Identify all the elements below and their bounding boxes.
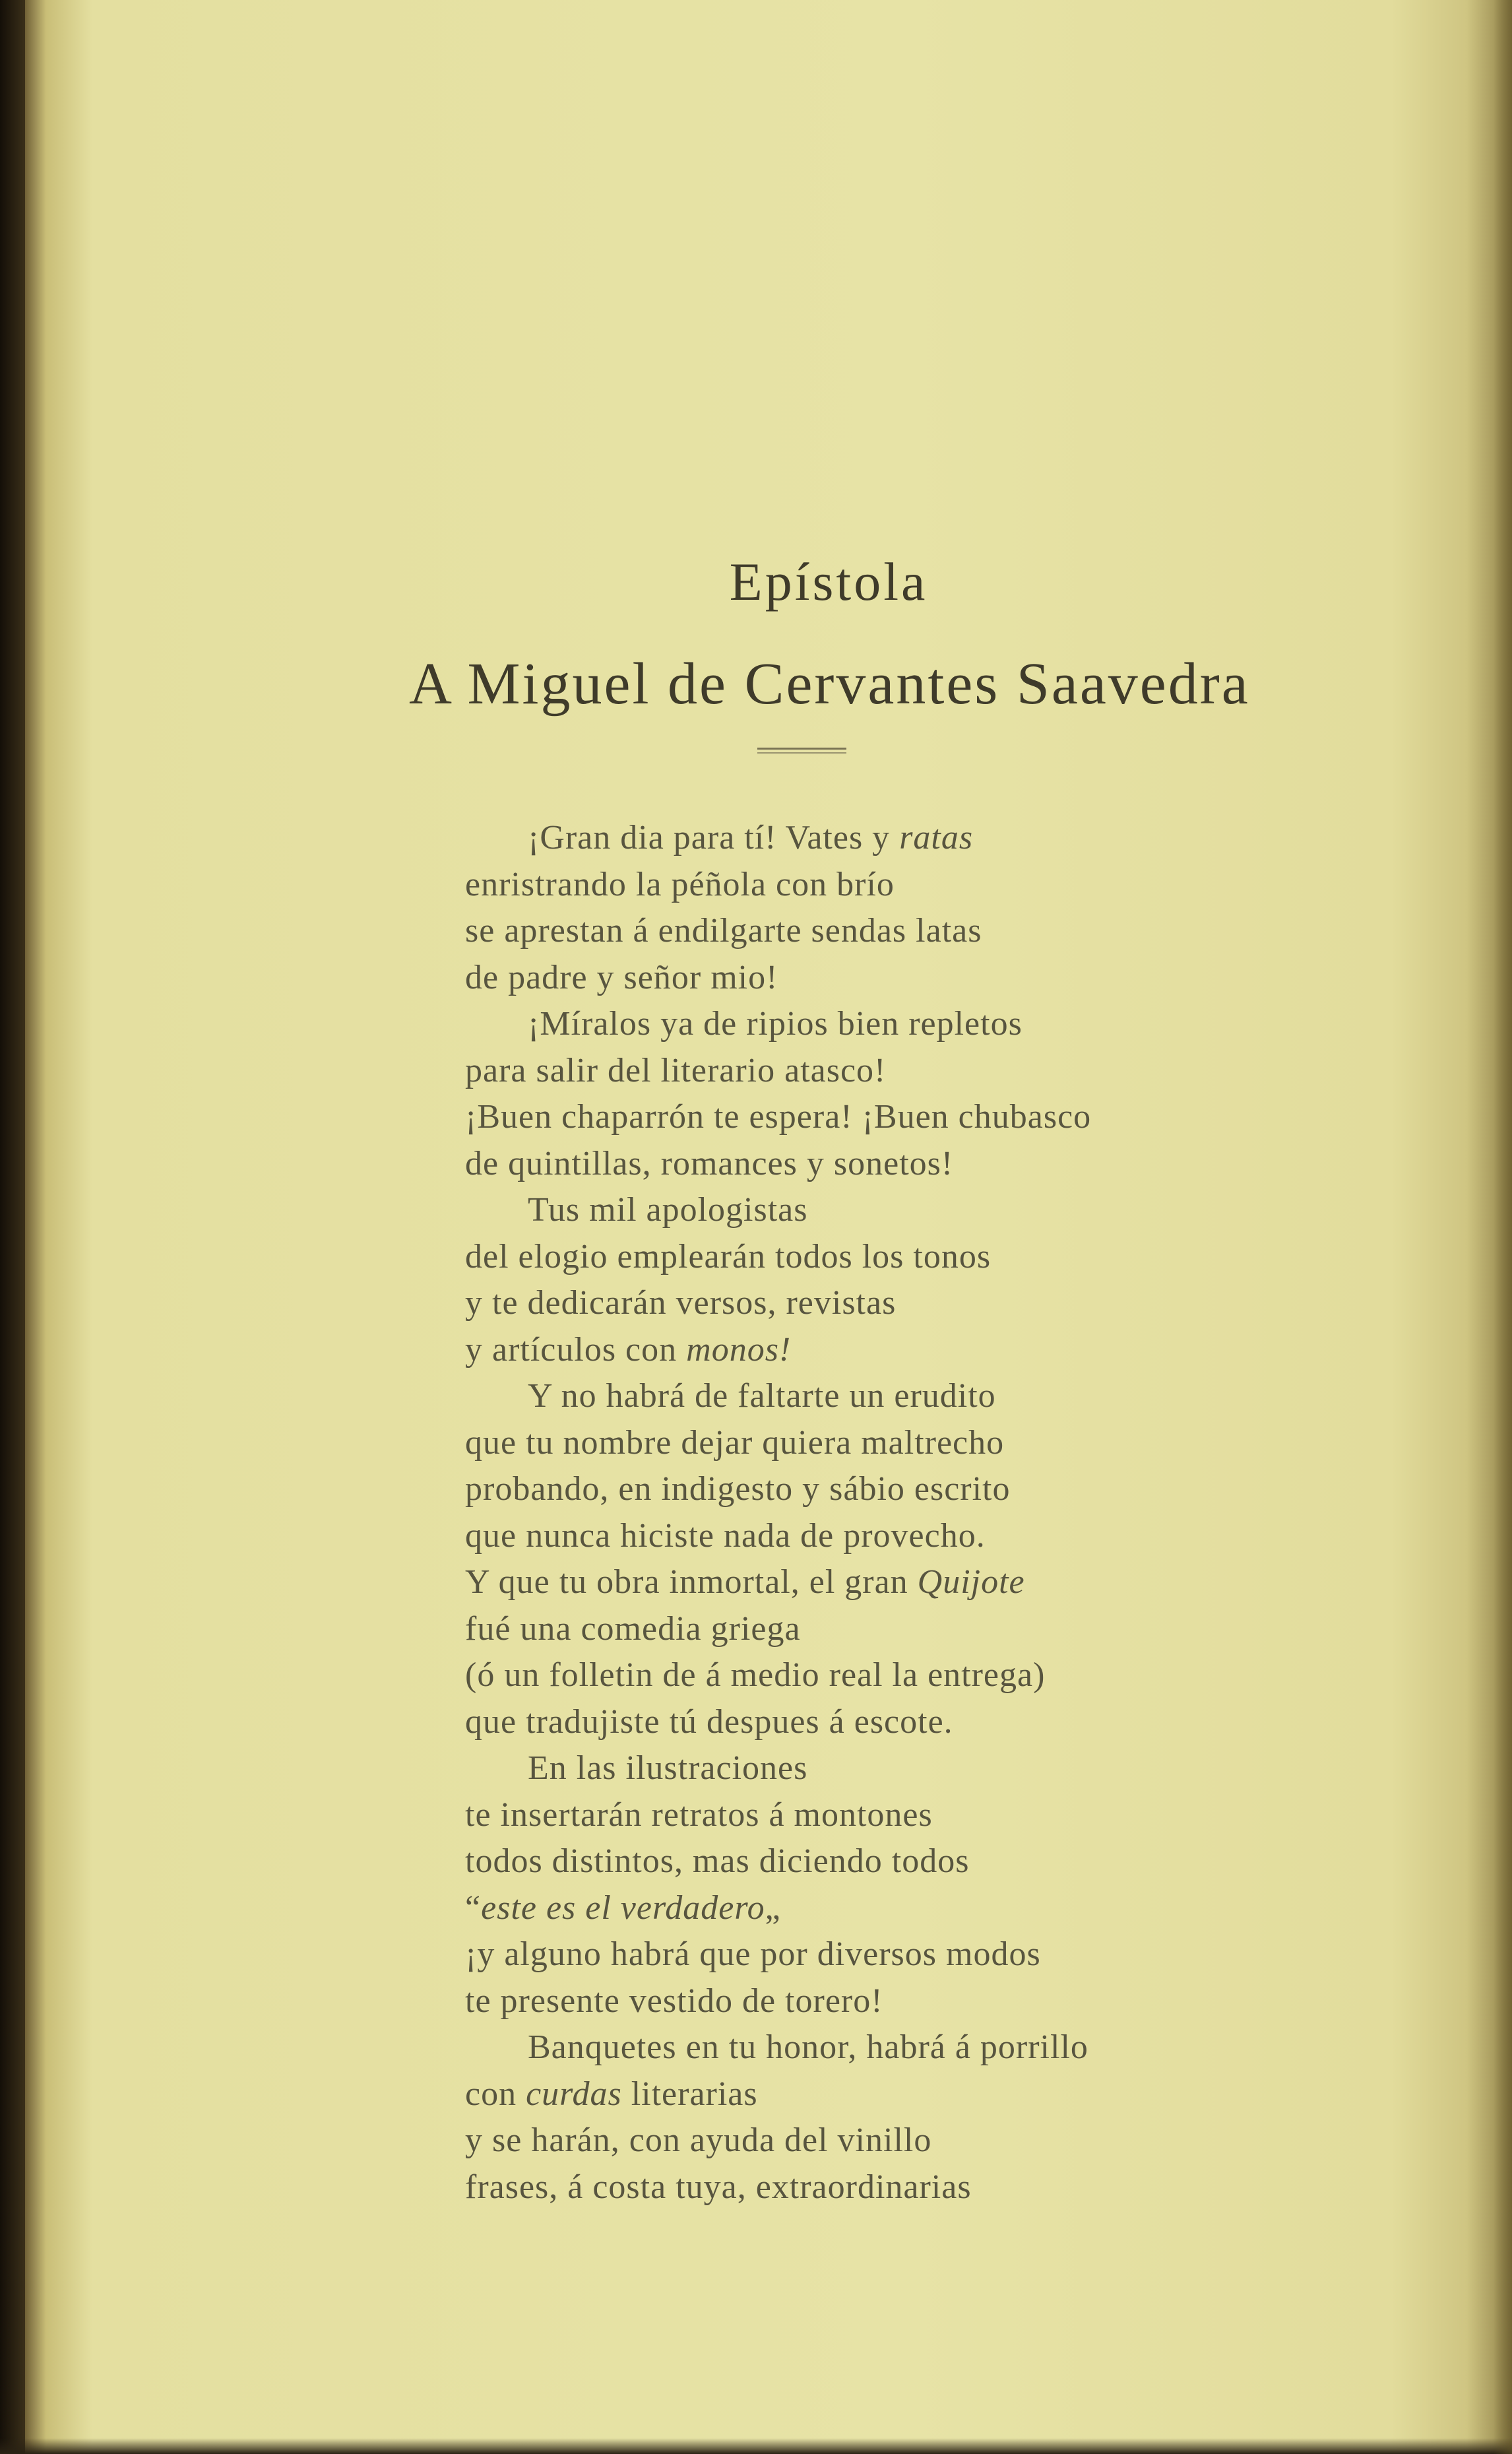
poem-line-text: todos distintos, mas diciendo todos	[465, 1842, 970, 1880]
poem-line	[465, 1097, 1091, 1136]
poem-line	[465, 2121, 931, 2160]
poem-line-text: Banquetes en tu honor, habrá á porrillo	[528, 2028, 1088, 2066]
poem-line	[528, 1190, 808, 1229]
poem-line-text: ¡Buen chaparrón te espera! ¡Buen chubasco	[465, 1098, 1092, 1136]
poem-line	[465, 1051, 886, 1090]
poem-line-italic: curdas	[526, 2075, 622, 2113]
poem-line-text: Y no habrá de faltarte un erudito	[528, 1377, 996, 1415]
poem-line-italic: Quijote	[917, 1563, 1025, 1601]
poem-line	[465, 958, 778, 997]
poem-line-text: con	[465, 2075, 526, 2113]
poem-line-text: y artículos con	[465, 1330, 687, 1369]
poem-line	[465, 1563, 1025, 1601]
poem-line	[465, 1656, 1045, 1695]
poem-line	[528, 818, 973, 857]
poem-line	[465, 911, 982, 950]
poem-line-text: En las ilustraciones	[528, 1749, 808, 1787]
poem-line	[465, 1423, 1004, 1462]
poem-line-text: y te dedicarán versos, revistas	[465, 1284, 897, 1322]
poem-line	[465, 1702, 953, 1741]
poem-line	[465, 2168, 972, 2207]
poem-line	[465, 1283, 896, 1322]
decorative-rule	[757, 748, 846, 754]
poem-line-italic: monos!	[686, 1330, 792, 1369]
poem-line	[465, 1469, 1011, 1508]
poem-line	[528, 1749, 807, 1788]
poem-line	[465, 1982, 883, 2020]
poem-line-italic: ratas	[899, 819, 974, 856]
poem-line	[465, 1330, 791, 1369]
poem-line-text: que tradujiste tú despues á escote.	[465, 1702, 953, 1741]
poem-line	[528, 1004, 1023, 1043]
poem-line-text: que tu nombre dejar quiera maltrecho	[465, 1423, 1005, 1462]
poem-line-text: de padre y señor mio!	[465, 958, 778, 996]
poem-line	[465, 1144, 953, 1183]
poem-line-text: probando, en indigesto y sábio escrito	[465, 1470, 1011, 1508]
poem-line	[465, 1795, 933, 1834]
poem-line-text: „	[765, 1889, 781, 1927]
poem-line-text: se aprestan á endilgarte sendas latas	[465, 912, 982, 950]
poem-line-text: frases, á costa tuya, extraordinarias	[465, 2168, 972, 2206]
poem-title: Epístola	[729, 552, 928, 612]
poem-line-text: y se harán, con ayuda del vinillo	[465, 2121, 932, 2159]
poem-line	[465, 865, 895, 904]
poem-line-text: ¡y alguno habrá que por diversos modos	[465, 1935, 1041, 1973]
poem-line-text: de quintillas, romances y sonetos!	[465, 1144, 954, 1182]
poem-line	[528, 2028, 1088, 2067]
poem-line	[465, 1935, 1041, 1974]
poem-line-text: te presente vestido de torero!	[465, 1982, 883, 2020]
poem-line	[465, 1237, 991, 1276]
poem-line	[465, 1609, 801, 1648]
poem-line-text: que nunca hiciste nada de provecho.	[465, 1516, 986, 1555]
poem-line-text: ¡Gran dia para tí! Vates y	[528, 819, 900, 856]
page-edge	[0, 2438, 1512, 2454]
poem-line-text: del elogio emplearán todos los tonos	[465, 1237, 992, 1275]
poem-line-text: ¡Míralos ya de ripios bien repletos	[528, 1005, 1023, 1043]
poem-line-italic: este es el verdadero	[481, 1889, 765, 1927]
poem-line-text: Tus mil apologistas	[528, 1191, 808, 1229]
poem-line-text: (ó un folletin de á medio real la entrega)	[465, 1656, 1046, 1694]
poem-line-text: enristrando la péñola con brío	[465, 865, 895, 903]
poem-line-text: “	[465, 1889, 482, 1927]
poem-line-text: Y que tu obra inmortal, el gran	[465, 1563, 918, 1601]
poem-line	[465, 2075, 758, 2114]
poem-line	[465, 1889, 781, 1927]
poem-dedication: A Miguel de Cervantes Saavedra	[409, 651, 1250, 717]
poem-line	[465, 1516, 986, 1555]
poem-line	[465, 1842, 969, 1881]
poem-line-text: para salir del literario atasco!	[465, 1051, 887, 1089]
poem-line-text: te insertarán retratos á montones	[465, 1795, 933, 1834]
poem-line-text: fué una comedia griega	[465, 1609, 801, 1648]
poem-line	[528, 1376, 996, 1415]
poem-line-text: literarias	[621, 2075, 758, 2113]
